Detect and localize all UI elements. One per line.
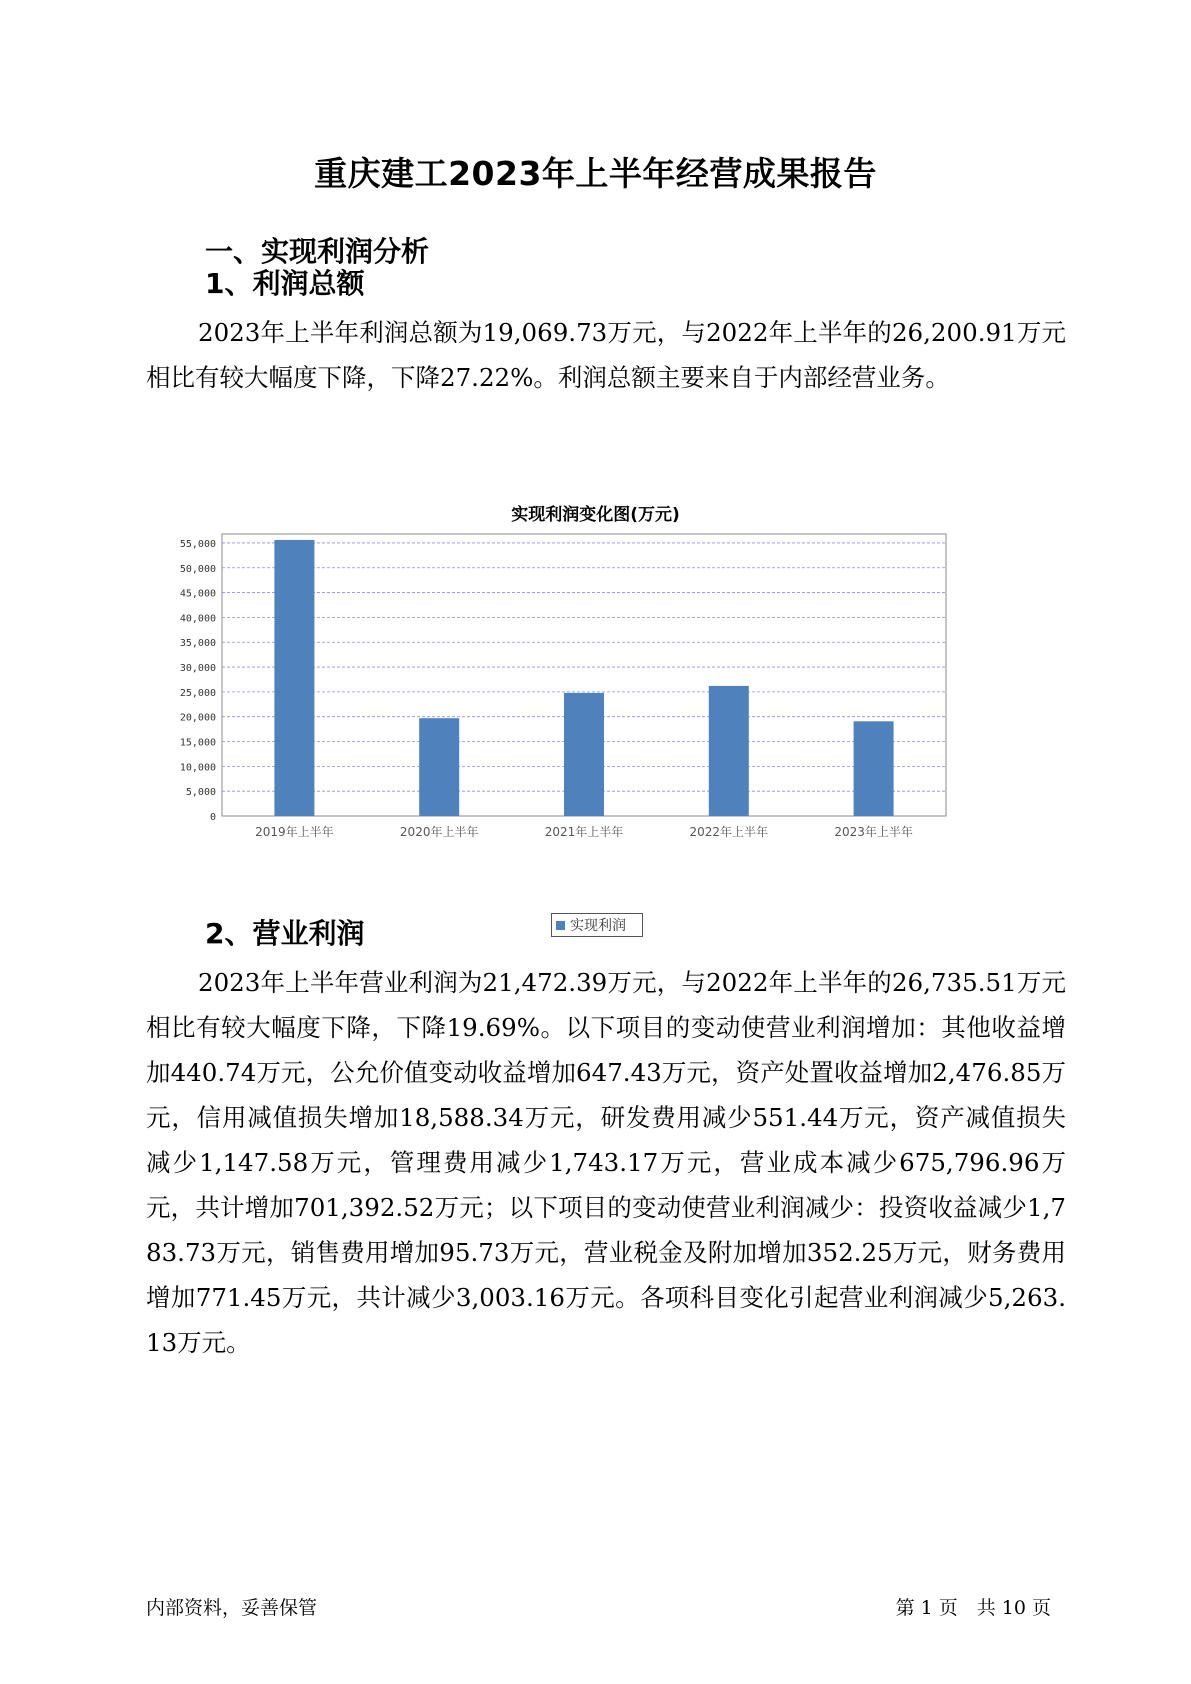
y-tick-label: 20,000	[179, 712, 216, 724]
y-tick-label: 40,000	[179, 613, 216, 625]
paragraph-operating-profit: 2023年上半年营业利润为21,472.39万元，与2022年上半年的26,735.51万元相比有较大幅度下降，下降19.69%。以下项目的变动使营业利润增加：其他收益增加440.74万元，公允价值变动收益增加647.43万元，资产处置收益增加2,476.85万元，信用减值损失增加18,588.34万元，研发费用减少551.44万元，资产减值损失减少1,147.58万元，管理费用减少1,743.17万元，营业成本减少675,796.96万元，共计增加701,392.52万元；以下项目的变动使营业利润减少：投资收益减少1,783.73万元，销售费用增加95.73万元，营业税金及附加增加352.25万元，财务费用增加771.45万元，共计减少3,003.16万元。各项科目变化引起营业利润减少5,263.13万元。	[146, 968, 1066, 1357]
footer-page-number: 第 1 页 共 10 页	[895, 1597, 1051, 1619]
legend-swatch	[556, 921, 565, 930]
bar	[274, 540, 314, 816]
y-tick-label: 5,000	[185, 787, 216, 799]
page-title: 重庆建工2023年上半年经营成果报告	[314, 154, 877, 193]
subsection-heading-total-profit: 1、利润总额	[205, 267, 365, 300]
y-tick-label: 10,000	[179, 762, 216, 774]
x-tick-label: 2022年上半年	[689, 825, 769, 839]
bar	[419, 718, 459, 816]
y-tick-label: 30,000	[179, 663, 216, 675]
x-tick-label: 2021年上半年	[544, 825, 624, 839]
chart-title: 实现利润变化图(万元)	[511, 505, 680, 525]
y-tick-label: 45,000	[179, 588, 216, 600]
chart-legend	[551, 913, 643, 937]
y-tick-label: 0	[209, 812, 216, 823]
bar	[564, 693, 604, 816]
profit-bar-chart	[160, 530, 950, 850]
bar	[709, 686, 749, 816]
x-tick-label: 2019年上半年	[255, 825, 334, 839]
y-tick-label: 55,000	[179, 538, 216, 550]
paragraph-total-profit: 2023年上半年利润总额为19,069.73万元，与2022年上半年的26,200.91万元相比有较大幅度下降，下降27.22%。利润总额主要来自于内部经营业务。	[146, 318, 1066, 392]
y-tick-label: 15,000	[179, 737, 216, 749]
y-tick-label: 35,000	[179, 638, 216, 650]
section-heading-profit-analysis: 一、实现利润分析	[205, 235, 430, 268]
y-tick-label: 25,000	[179, 687, 216, 699]
bar	[854, 721, 894, 816]
y-tick-label: 50,000	[179, 563, 216, 575]
x-tick-label: 2023年上半年	[834, 825, 913, 839]
legend-label: 实现利润	[570, 918, 626, 934]
subsection-heading-operating-profit: 2、营业利润	[205, 917, 365, 950]
x-tick-label: 2020年上半年	[399, 825, 479, 839]
footer-confidential-note: 内部资料，妥善保管	[146, 1597, 318, 1619]
